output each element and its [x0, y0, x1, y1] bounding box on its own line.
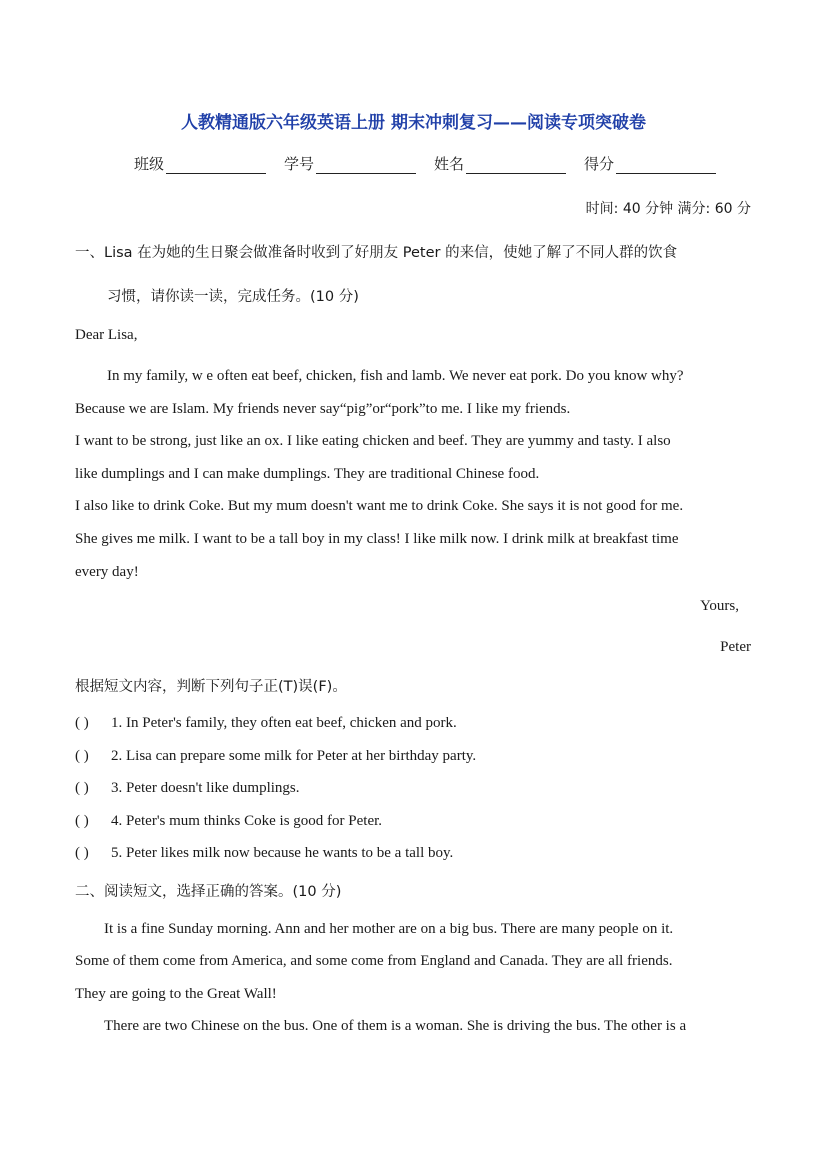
passage-line: It is a fine Sunday morning. Ann and her mother are on a big bus. There are many people on it.	[104, 921, 674, 937]
section1-instruction: 根据短文内容，判断下列句子正(T)误(F)。	[75, 679, 347, 695]
question-text: 1. In Peter's family, they often eat beef, chicken and pork.	[111, 715, 457, 731]
score-field	[584, 153, 716, 174]
question-text: 2. Lisa can prepare some milk for Peter at her birthday party.	[111, 748, 477, 764]
question-text: 5. Peter likes milk now because he wants to be a tall boy.	[111, 845, 454, 861]
answer-paren[interactable]: ( )	[75, 845, 89, 861]
section2-heading: 二、阅读短文，选择正确的答案。(10 分)	[75, 884, 342, 900]
passage-line: There are two Chinese on the bus. One of them is a woman. She is driving the bus. The other is a	[104, 1018, 687, 1034]
letter-signature: Peter	[720, 639, 751, 655]
question-row	[75, 715, 457, 732]
name-blank[interactable]	[466, 157, 566, 174]
number-field	[284, 153, 416, 174]
name-field	[434, 153, 566, 174]
class-field	[134, 153, 266, 174]
passage-line: Some of them come from America, and some come from England and Canada. They are all friends.	[75, 953, 673, 969]
letter-salutation: Dear Lisa,	[75, 327, 138, 343]
time-info: 时间: 40 分钟 满分: 60 分	[585, 201, 751, 217]
class-label: 班级	[134, 155, 165, 173]
letter-line: I want to be strong, just like an ox. I like eating chicken and beef. They are yummy and tasty. I also	[75, 433, 671, 449]
letter-line: She gives me milk. I want to be a tall boy in my class! I like milk now. I drink milk at breakfast time	[75, 531, 679, 547]
answer-paren[interactable]: ( )	[75, 715, 89, 731]
question-row	[75, 813, 382, 830]
passage-line: They are going to the Great Wall!	[75, 986, 277, 1002]
student-info-row	[134, 153, 716, 174]
page-title: 人教精通版六年级英语上册 期末冲刺复习——阅读专项突破卷	[181, 113, 646, 133]
number-blank[interactable]	[316, 157, 416, 174]
name-label: 姓名	[434, 155, 465, 173]
letter-line: Because we are Islam. My friends never say“pig”or“pork”to me. I like my friends.	[75, 401, 571, 417]
answer-paren[interactable]: ( )	[75, 748, 89, 764]
answer-paren[interactable]: ( )	[75, 780, 89, 796]
score-blank[interactable]	[616, 157, 716, 174]
number-label: 学号	[284, 155, 315, 173]
section1-heading-line2: 习惯，请你读一读，完成任务。(10 分)	[107, 289, 359, 305]
question-text: 3. Peter doesn't like dumplings.	[111, 780, 300, 796]
question-row	[75, 748, 476, 765]
question-row	[75, 845, 453, 862]
question-text: 4. Peter's mum thinks Coke is good for Peter.	[111, 813, 383, 829]
section1-heading-line1: 一、Lisa 在为她的生日聚会做准备时收到了好朋友 Peter 的来信，使她了解了不同人群的饮食	[75, 245, 678, 261]
letter-line: In my family, w e often eat beef, chicken, fish and lamb. We never eat pork. Do you know why?	[107, 368, 684, 384]
question-row	[75, 780, 300, 797]
letter-line: every day!	[75, 564, 139, 580]
letter-closing: Yours,	[700, 598, 739, 614]
letter-line: I also like to drink Coke. But my mum doesn't want me to drink Coke. She says it is not good for me.	[75, 498, 684, 514]
class-blank[interactable]	[166, 157, 266, 174]
letter-line: like dumplings and I can make dumplings. They are traditional Chinese food.	[75, 466, 540, 482]
answer-paren[interactable]: ( )	[75, 813, 89, 829]
score-label: 得分	[584, 155, 615, 173]
